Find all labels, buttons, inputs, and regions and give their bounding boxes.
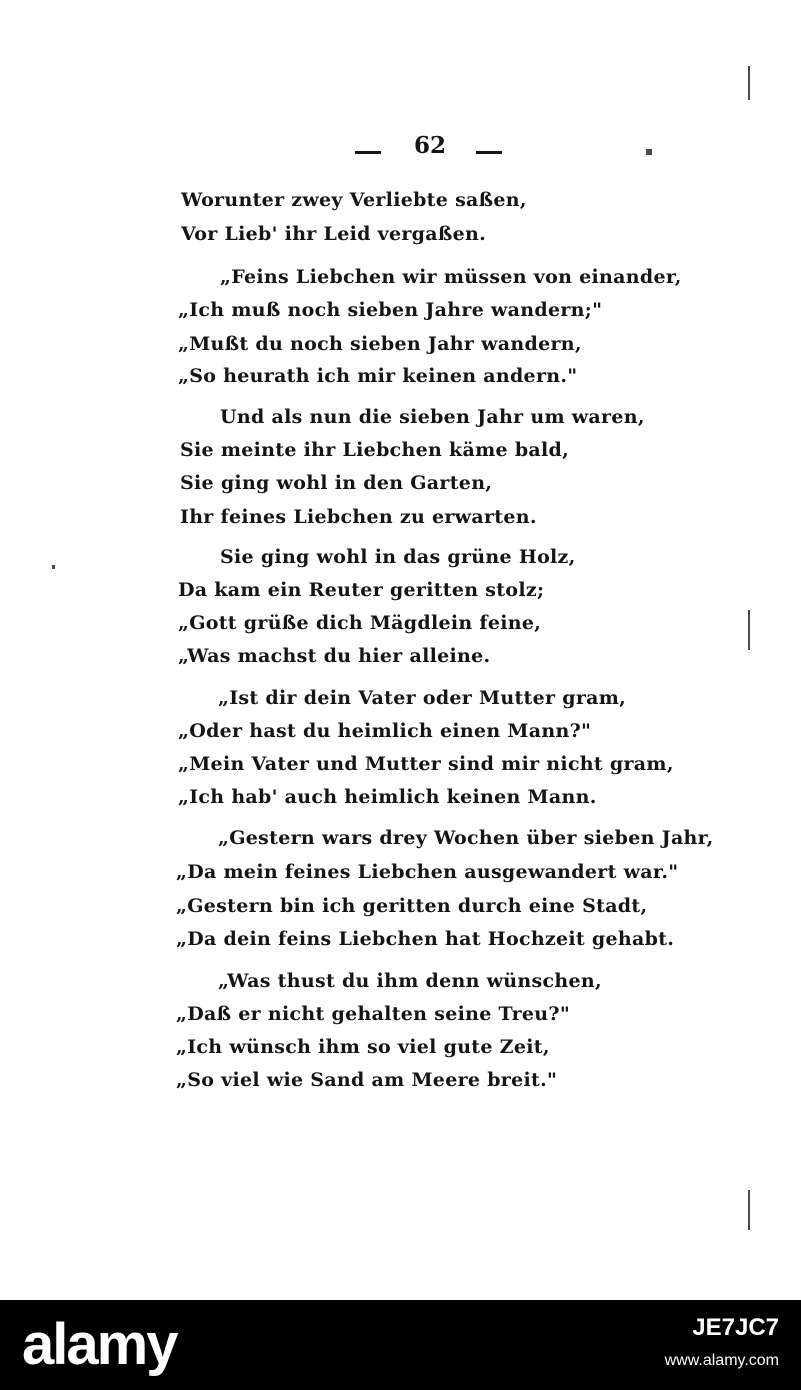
scan-speck (52, 565, 55, 569)
poem-line: „Was machst du hier alleine. (178, 645, 491, 667)
poem-line: „Ich hab' auch heimlich keinen Mann. (178, 786, 597, 808)
header-dash-left (355, 151, 381, 154)
poem-line: „Ich muß noch sieben Jahre wandern;" (178, 299, 603, 321)
poem-line: Sie ging wohl in das grüne Holz, (220, 546, 576, 568)
scan-mark (748, 610, 750, 650)
page-number: 62 (413, 132, 446, 159)
poem-line: Da kam ein Reuter geritten stolz; (178, 579, 545, 601)
poem-line: „Gestern bin ich geritten durch eine Stadt, (176, 895, 648, 917)
poem-line: „Gestern wars drey Wochen über sieben Jahr, (218, 827, 714, 849)
watermark-image-id: JE7JC7 (692, 1314, 779, 1341)
scan-mark (748, 1190, 750, 1230)
poem-line: „Oder hast du heimlich einen Mann?" (178, 720, 592, 742)
poem-line: Und als nun die sieben Jahr um waren, (220, 406, 645, 428)
scan-mark (748, 66, 750, 100)
poem-line: „Mein Vater und Mutter sind mir nicht gram, (178, 753, 674, 775)
watermark-site: www.alamy.com (664, 1352, 779, 1369)
poem-line: „Feins Liebchen wir müssen von einander, (220, 266, 682, 288)
poem-line: „Gott grüße dich Mägdlein feine, (178, 612, 542, 634)
poem-line: „Ist dir dein Vater oder Mutter gram, (218, 687, 627, 709)
poem-line: „Da mein feines Liebchen ausgewandert war." (176, 861, 679, 883)
poem-line: „Was thust du ihm denn wünschen, (218, 970, 602, 992)
poem-line: „Da dein feins Liebchen hat Hochzeit gehabt. (176, 928, 675, 950)
poem-line: Sie meinte ihr Liebchen käme bald, (180, 439, 570, 461)
poem-line: Vor Lieb' ihr Leid vergaßen. (181, 223, 486, 245)
header-dash-right (476, 151, 502, 154)
poem-line: Worunter zwey Verliebte saßen, (181, 189, 527, 211)
poem-line: „Daß er nicht gehalten seine Treu?" (176, 1003, 571, 1025)
watermark-logo: alamy (22, 1312, 177, 1377)
watermark-bar (0, 1300, 801, 1390)
poem-line: „So viel wie Sand am Meere breit." (176, 1069, 558, 1091)
page-header (355, 132, 505, 164)
poem-line: Sie ging wohl in den Garten, (180, 472, 493, 494)
poem-line: „Ich wünsch ihm so viel gute Zeit, (176, 1036, 550, 1058)
poem-line: Ihr feines Liebchen zu erwarten. (180, 506, 537, 528)
scan-speck (646, 149, 652, 155)
poem-line: „So heurath ich mir keinen andern." (178, 365, 578, 387)
poem-line: „Mußt du noch sieben Jahr wandern, (178, 333, 582, 355)
